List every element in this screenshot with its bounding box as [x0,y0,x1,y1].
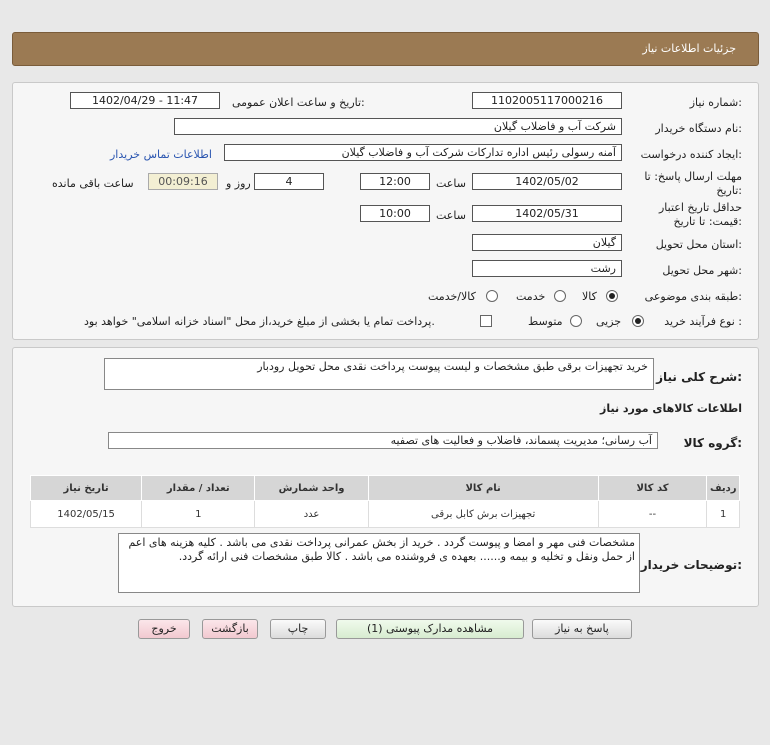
page-header [12,32,759,66]
back-button[interactable]: بازگشت [202,619,258,639]
general-desc-field: خرید تجهیزات برقی طبق مشخصات و لیست پیوست پرداخت نقدی محل تحویل رودبار [104,358,654,390]
cell-code: -- [598,501,707,528]
validity-label-2: قیمت: تا تاریخ: [673,215,742,228]
col-code: کد کالا [598,476,707,501]
category-goods-radio[interactable] [606,290,618,302]
validity-time-field: 10:00 [360,205,430,222]
cell-date: 1402/05/15 [31,501,142,528]
treasury-payment-note: پرداخت تمام یا بخشی از مبلغ خرید،از محل "اسناد خزانه اسلامی" خواهد بود. [84,315,435,328]
treasury-payment-checkbox[interactable] [480,315,492,327]
deadline-date-field: 1402/05/02 [472,173,622,190]
general-desc-label: شرح کلی نیاز: [656,370,742,384]
col-row: ردیف [707,476,740,501]
city-field: رشت [472,260,622,277]
col-date: تاریخ نیاز [31,476,142,501]
city-label: شهر محل تحویل: [662,264,742,277]
buyer-notes-field: مشخصات فنی مهر و امضا و پیوست گردد . خرید از بخش عمرانی پرداخت نقدی می باشد . کلیه هزینه های اعم از حمل ونقل و تخلیه و بیمه و...... بعهده ی فروشنده می باشد . کالا طبق مشخصات فنی ارائه گردد. [118,533,640,593]
process-label: نوع فرآیند خرید : [664,315,742,328]
exit-button[interactable]: خروج [138,619,190,639]
category-service-label: خدمت [516,290,546,303]
category-label: طبقه بندی موضوعی: [644,290,742,303]
buyer-notes-label: توضیحات خریدار: [640,558,742,572]
deadline-label-2: تاریخ: [716,184,742,197]
col-qty: تعداد / مقدار [142,476,255,501]
announce-label: تاریخ و ساعت اعلان عمومی: [232,96,365,109]
need-number-label: شماره نیاز: [689,96,742,109]
requester-field: آمنه رسولی رئیس اداره تدارکات شرکت آب و فاضلاب گیلان [224,144,622,161]
category-service-radio[interactable] [554,290,566,302]
goods-group-label: گروه کالا: [683,436,742,450]
announce-field: 1402/04/29 - 11:47 [70,92,220,109]
page-title: جزئیات اطلاعات نیاز [642,42,736,55]
buyer-org-field: شرکت آب و فاضلاب گیلان [174,118,622,135]
deadline-time-field: 12:00 [360,173,430,190]
deadline-label-1: مهلت ارسال پاسخ: تا [644,170,742,183]
validity-label-1: حداقل تاریخ اعتبار [658,201,742,214]
validity-time-label: ساعت [436,209,466,222]
category-goods-service-radio[interactable] [486,290,498,302]
buyer-org-label: نام دستگاه خریدار: [655,122,742,135]
print-button[interactable]: چاپ [270,619,326,639]
need-number-field: 1102005117000216 [472,92,622,109]
contact-info-link[interactable]: اطلاعات تماس خریدار [110,148,212,161]
goods-table [30,475,740,528]
reply-button[interactable]: پاسخ به نیاز [532,619,632,639]
process-minor-radio[interactable] [632,315,644,327]
cell-row: 1 [707,501,740,528]
process-minor-label: جزیی [596,315,622,328]
requester-label: ایجاد کننده درخواست: [640,148,742,161]
days-field: 4 [254,173,324,190]
category-goods-label: کالا [582,290,597,303]
days-label: روز و [226,177,251,190]
col-name: نام کالا [368,476,598,501]
province-label: استان محل تحویل: [655,238,742,251]
cell-qty: 1 [142,501,255,528]
cell-name: تجهیزات برش کابل برقی [368,501,598,528]
remaining-time-field: 00:09:16 [148,173,218,190]
process-medium-radio[interactable] [570,315,582,327]
goods-group-field: آب رسانی؛ مدیریت پسماند، فاضلاب و فعالیت های تصفیه [108,432,658,449]
table-header-row [31,476,740,501]
view-attachments-button[interactable]: مشاهده مدارک پیوستی (1) [336,619,524,639]
process-medium-label: متوسط [528,315,563,328]
validity-date-field: 1402/05/31 [472,205,622,222]
cell-unit: عدد [255,501,368,528]
province-field: گیلان [472,234,622,251]
deadline-time-label: ساعت [436,177,466,190]
category-goods-service-label: کالا/خدمت [428,290,476,303]
remaining-label: ساعت باقی مانده [52,177,134,190]
goods-info-title: اطلاعات کالاهای مورد نیاز [600,402,742,415]
col-unit: واحد شمارش [255,476,368,501]
table-row [31,501,740,528]
